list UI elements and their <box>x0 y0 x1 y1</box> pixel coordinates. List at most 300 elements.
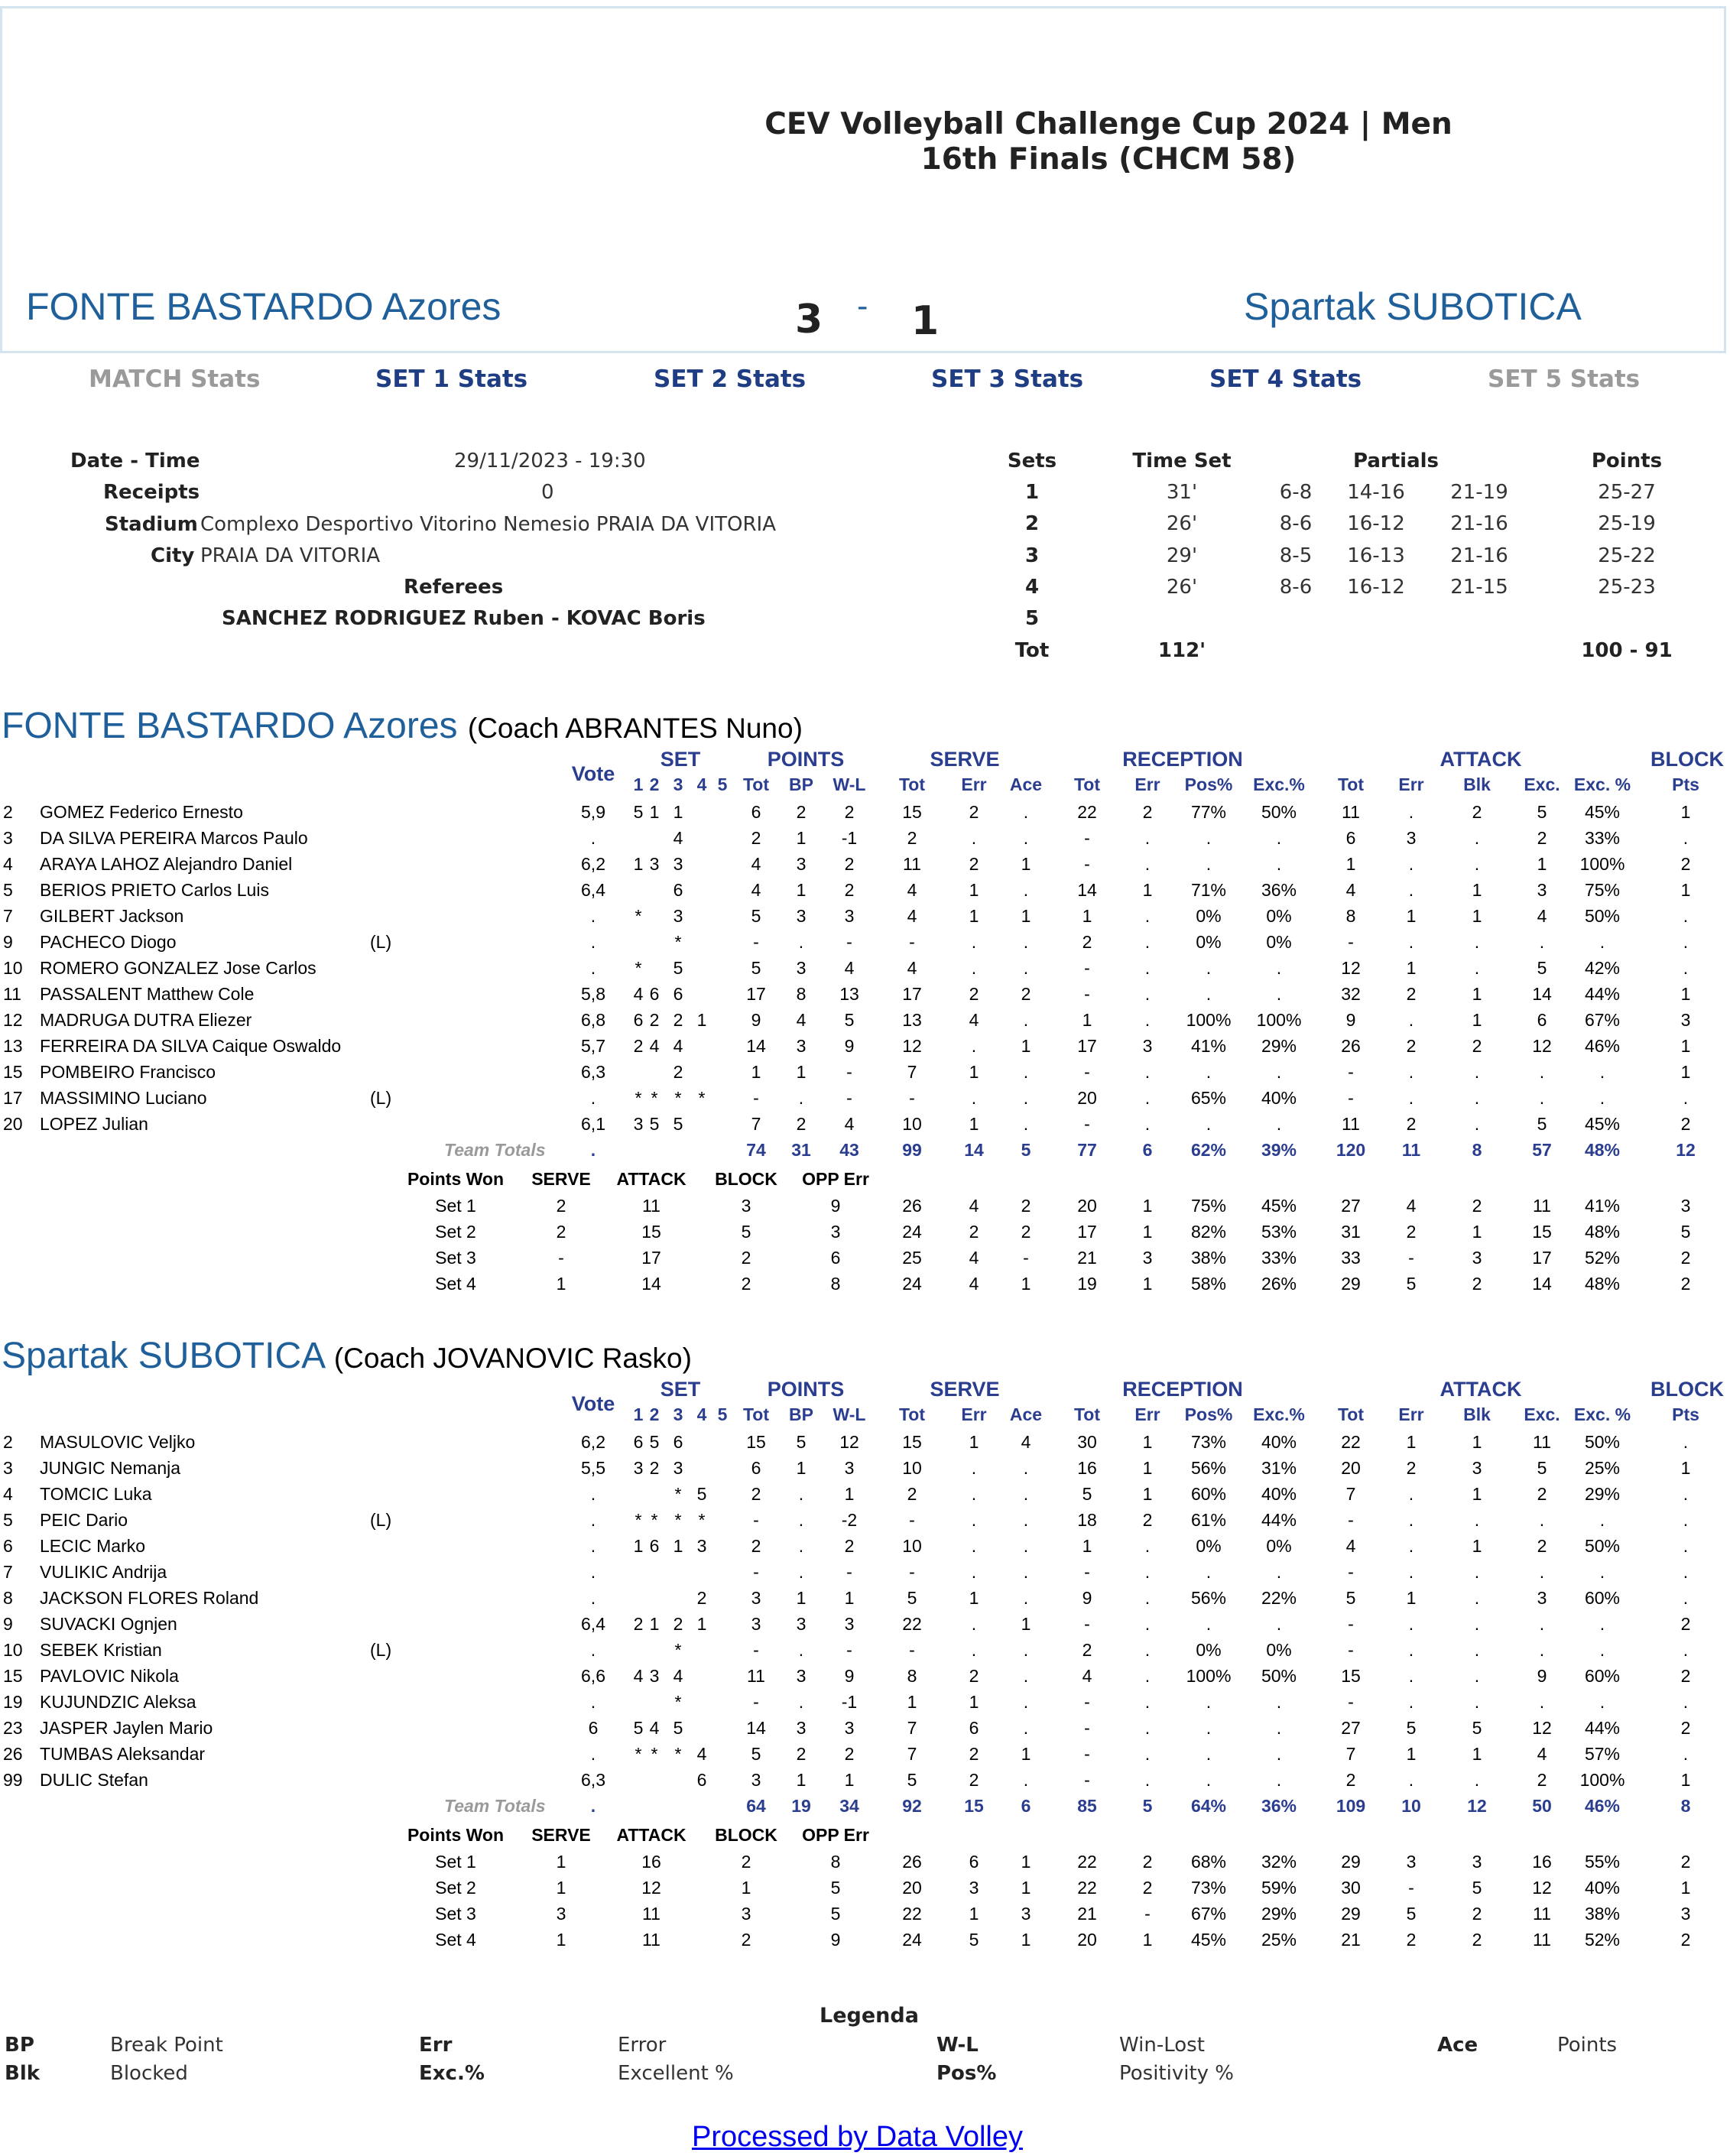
set-row-value: 21 <box>1077 1248 1097 1268</box>
player-stat: 5 <box>751 1744 761 1764</box>
team-totals-label: Team Totals <box>444 1140 546 1160</box>
legend-key: Ace <box>1437 2034 1478 2057</box>
player-stat: 2 <box>673 1614 683 1634</box>
set-row-value: 14 <box>1532 1274 1552 1294</box>
set-value: 8-5 <box>1279 544 1313 567</box>
player-stat: 4 <box>673 828 683 848</box>
set-row-value: 16 <box>1532 1852 1552 1872</box>
team-totals-value: 74 <box>746 1140 766 1160</box>
set-value: 21-16 <box>1450 512 1508 536</box>
player-stat: 1 <box>1472 1484 1482 1504</box>
tab-match-stats[interactable]: MATCH Stats <box>89 365 261 393</box>
player-vote: 6,4 <box>581 880 605 900</box>
player-stat: 29% <box>1261 1036 1297 1056</box>
player-stat: 3 <box>1537 880 1547 900</box>
player-stat: 2 <box>969 1744 979 1764</box>
player-vote: 6,2 <box>581 1432 605 1452</box>
team-totals-value: 34 <box>839 1796 859 1816</box>
player-stat: . <box>798 932 804 952</box>
tab-set-4-stats[interactable]: SET 4 Stats <box>1209 365 1362 393</box>
player-stat: . <box>1144 1536 1151 1556</box>
player-stat: - <box>753 932 759 952</box>
set-row-value: 24 <box>902 1930 922 1950</box>
libero-marker: (L) <box>370 1640 392 1660</box>
player-stat: 2 <box>907 1484 917 1504</box>
player-stat: 20 <box>1077 1088 1097 1108</box>
player-stat: 4 <box>844 1114 855 1134</box>
libero-marker: (L) <box>370 1510 392 1530</box>
player-stat: . <box>1539 932 1545 952</box>
team-totals-value: . <box>590 1796 596 1816</box>
player-stat: . <box>1474 1770 1480 1790</box>
column-header: Err <box>1398 1404 1424 1424</box>
tab-set-2-stats[interactable]: SET 2 Stats <box>654 365 807 393</box>
player-stat: . <box>971 1458 977 1478</box>
legend-key: Pos% <box>936 2062 997 2085</box>
player-stat: 1 <box>1406 958 1417 978</box>
player-stat: - <box>1084 1562 1090 1582</box>
player-stat: - <box>846 1562 852 1582</box>
player-stat: 77% <box>1190 802 1227 822</box>
column-header: 3 <box>673 1404 683 1424</box>
set-row-value: 4 <box>969 1274 979 1294</box>
sets-table-header: Partials <box>1353 450 1439 472</box>
player-stat: . <box>798 1484 804 1504</box>
set-row-value: 11 <box>642 1904 661 1924</box>
column-header: Exc.% <box>1253 1404 1305 1424</box>
city-value: PRAIA DA VITORIA <box>200 544 381 567</box>
player-stat: 17 <box>902 984 922 1004</box>
team-totals-value: 8 <box>1680 1796 1691 1816</box>
player-vote: 6,4 <box>581 1614 605 1634</box>
set-row-value: 73% <box>1190 1878 1227 1898</box>
player-stat: . <box>1474 854 1480 874</box>
player-stat: - <box>1348 1640 1354 1660</box>
player-stat: - <box>753 1640 759 1660</box>
player-stat: 1 <box>1680 880 1691 900</box>
player-stat: 4 <box>673 1036 683 1056</box>
player-stat: . <box>1023 1010 1029 1030</box>
set-row-value: 1 <box>1142 1930 1153 1950</box>
player-stat: . <box>1276 1718 1282 1738</box>
player-stat: 5 <box>751 906 761 926</box>
legend-description: Error <box>618 2034 667 2057</box>
player-stat: 1 <box>1537 854 1547 874</box>
player-stat: 16 <box>1077 1458 1097 1478</box>
player-stat: 8 <box>796 984 807 1004</box>
set-row-value: 9 <box>830 1930 841 1950</box>
player-name: PAVLOVIC Nikola <box>40 1666 179 1686</box>
receipts-label: Receipts <box>103 481 200 504</box>
player-stat: 11 <box>903 854 921 874</box>
player-stat: 4 <box>1537 906 1547 926</box>
player-number: 5 <box>3 1510 13 1530</box>
player-stat: 44% <box>1584 1718 1621 1738</box>
date-label: Date - Time <box>70 450 200 472</box>
column-header: Err <box>1398 774 1424 794</box>
set-row-value: 38% <box>1584 1904 1621 1924</box>
column-group-header: Vote <box>571 1392 615 1415</box>
player-stat: 50% <box>1261 1666 1297 1686</box>
player-stat: - <box>1084 958 1090 978</box>
player-stat: 10 <box>902 1114 922 1134</box>
set-row-value: 4 <box>969 1248 979 1268</box>
player-stat: . <box>798 1536 804 1556</box>
legend-description: Break Point <box>110 2034 223 2057</box>
player-stat: 3 <box>673 854 683 874</box>
player-number: 19 <box>3 1692 23 1712</box>
set-row-value: 2 <box>1680 1274 1691 1294</box>
player-stat: 1 <box>969 880 979 900</box>
player-stat: 4 <box>649 1036 660 1056</box>
referees-value: SANCHEZ RODRIGUEZ Ruben - KOVAC Boris <box>222 607 706 630</box>
coach-name: (Coach ABRANTES Nuno) <box>467 713 803 744</box>
date-value: 29/11/2023 - 19:30 <box>454 450 646 472</box>
player-stat: 2 <box>1537 828 1547 848</box>
player-stat: . <box>798 1640 804 1660</box>
column-group-header: POINTS <box>767 1378 845 1401</box>
player-stat: 56% <box>1190 1458 1227 1478</box>
player-stat: . <box>1474 1614 1480 1634</box>
player-stat: . <box>971 932 977 952</box>
player-number: 11 <box>3 984 21 1004</box>
player-stat: . <box>1539 1510 1545 1530</box>
set-value: 8-6 <box>1279 512 1313 536</box>
player-stat: . <box>1408 1510 1414 1530</box>
player-stat: . <box>1276 1062 1282 1082</box>
player-stat: 5 <box>1406 1718 1417 1738</box>
player-stat: 2 <box>1680 1114 1691 1134</box>
player-vote: . <box>590 932 596 952</box>
player-stat: . <box>1683 932 1689 952</box>
set-row-value: - <box>1144 1904 1151 1924</box>
player-stat: 1 <box>907 1692 917 1712</box>
player-stat: 2 <box>1406 1114 1417 1134</box>
player-stat: 2 <box>1680 854 1691 874</box>
player-stat: 44% <box>1584 984 1621 1004</box>
player-stat: 5 <box>649 1114 660 1134</box>
player-stat: 1 <box>1472 906 1482 926</box>
player-stat: . <box>1599 1088 1605 1108</box>
set-row-value: 59% <box>1261 1878 1297 1898</box>
player-stat: 6 <box>1537 1010 1547 1030</box>
points-won-header: BLOCK <box>715 1169 777 1189</box>
player-stat: 4 <box>1345 1536 1356 1556</box>
player-stat: 17 <box>1077 1036 1097 1056</box>
player-name: KUJUNDZIC Aleksa <box>40 1692 196 1712</box>
set-row-value: 19 <box>1077 1274 1097 1294</box>
column-header: Tot <box>1073 1404 1101 1424</box>
player-stat: 0% <box>1196 1640 1222 1660</box>
set-value: 21-15 <box>1450 575 1508 599</box>
city-label: City <box>151 544 195 567</box>
player-stat: . <box>1683 1088 1689 1108</box>
player-stat: . <box>1408 932 1414 952</box>
player-stat: 5 <box>751 958 761 978</box>
team-totals-value: 12 <box>1676 1140 1696 1160</box>
player-name: MASSIMINO Luciano <box>40 1088 207 1108</box>
player-stat: . <box>1683 828 1689 848</box>
player-stat: 25% <box>1584 1458 1621 1478</box>
player-stat: . <box>798 1692 804 1712</box>
set-row-label: Set 4 <box>435 1930 476 1950</box>
player-stat: . <box>1474 932 1480 952</box>
player-stat: 1 <box>1680 984 1691 1004</box>
player-stat: . <box>1599 1640 1605 1660</box>
player-stat: 4 <box>633 1666 644 1686</box>
player-stat: . <box>1276 1114 1282 1134</box>
player-stat: * <box>635 906 642 926</box>
column-header: Tot <box>1073 774 1101 794</box>
team-totals-value: 92 <box>902 1796 922 1816</box>
set-row-label: Set 2 <box>435 1222 476 1242</box>
player-stat: . <box>1408 1770 1414 1790</box>
set-row-value: 14 <box>641 1274 661 1294</box>
player-stat: . <box>1144 1744 1151 1764</box>
set-row-value: 5 <box>830 1904 841 1924</box>
player-stat: 46% <box>1584 1036 1621 1056</box>
player-stat: 33% <box>1584 828 1621 848</box>
player-stat: 6 <box>751 802 761 822</box>
player-stat: 6 <box>649 1536 660 1556</box>
player-stat: . <box>1144 1588 1151 1608</box>
set-row-value: 5 <box>741 1222 751 1242</box>
column-group-header: SET <box>660 748 701 771</box>
player-stat: 2 <box>1537 1484 1547 1504</box>
tab-set-3-stats[interactable]: SET 3 Stats <box>931 365 1084 393</box>
player-stat: . <box>1408 854 1414 874</box>
player-stat: - <box>753 1692 759 1712</box>
player-stat: * <box>698 1510 706 1530</box>
set-row-value: 1 <box>1021 1852 1031 1872</box>
set-value: 25-19 <box>1598 512 1656 536</box>
player-stat: 42% <box>1584 958 1621 978</box>
player-vote: . <box>590 1588 596 1608</box>
tab-set-5-stats[interactable]: SET 5 Stats <box>1488 365 1641 393</box>
player-stat: 71% <box>1190 880 1227 900</box>
player-stat: 2 <box>1680 1614 1691 1634</box>
player-stat: 3 <box>696 1536 707 1556</box>
player-stat: 3 <box>649 854 660 874</box>
player-name: SUVACKI Ognjen <box>40 1614 177 1634</box>
player-vote: 6,3 <box>581 1062 605 1082</box>
set-row-value: - <box>1408 1248 1414 1268</box>
team-totals-value: 5 <box>1021 1140 1031 1160</box>
player-stat: 5 <box>1472 1718 1482 1738</box>
player-number: 15 <box>3 1666 23 1686</box>
player-vote: . <box>590 1088 596 1108</box>
player-stat: 1 <box>796 1062 807 1082</box>
player-stat: 6 <box>673 1432 683 1452</box>
player-stat: - <box>1084 854 1090 874</box>
set-row-value: 2 <box>1472 1274 1482 1294</box>
column-header: Exc. <box>1524 1404 1560 1424</box>
player-stat: 40% <box>1261 1484 1297 1504</box>
set-row-value: 11 <box>1533 1196 1551 1216</box>
player-stat: 13 <box>839 984 859 1004</box>
set-row-value: 21 <box>1341 1930 1361 1950</box>
player-stat: . <box>1144 1718 1151 1738</box>
set-value: 16-13 <box>1347 544 1405 567</box>
player-stat: 0% <box>1266 906 1292 926</box>
player-stat: . <box>1276 1770 1282 1790</box>
player-stat: 3 <box>633 1114 644 1134</box>
player-stat: 31% <box>1261 1458 1297 1478</box>
player-stat: 1 <box>633 1536 644 1556</box>
set-row-value: 2 <box>969 1222 979 1242</box>
team-totals-value: 39% <box>1261 1140 1297 1160</box>
set-value: 21-16 <box>1450 544 1508 567</box>
set-row-value: 1 <box>1142 1222 1153 1242</box>
player-stat: 3 <box>751 1770 761 1790</box>
player-name: DULIC Stefan <box>40 1770 148 1790</box>
player-stat: 5 <box>907 1588 917 1608</box>
set-value: 21-19 <box>1450 481 1508 504</box>
set-row-value: 22 <box>1077 1852 1097 1872</box>
player-stat: 1 <box>673 1536 683 1556</box>
set-row-value: 75% <box>1190 1196 1227 1216</box>
player-stat: 5 <box>1537 802 1547 822</box>
player-stat: 1 <box>1472 1536 1482 1556</box>
player-number: 23 <box>3 1718 23 1738</box>
player-stat: . <box>1474 1510 1480 1530</box>
set-row-value: 40% <box>1584 1878 1621 1898</box>
set-value: 31' <box>1166 481 1198 504</box>
player-stat: . <box>1144 1088 1151 1108</box>
tab-set-1-stats[interactable]: SET 1 Stats <box>375 365 528 393</box>
column-header: Tot <box>898 1404 926 1424</box>
player-stat: . <box>971 1088 977 1108</box>
player-stat: 1 <box>969 1062 979 1082</box>
player-stat: . <box>1144 1114 1151 1134</box>
team-totals-value: 5 <box>1142 1796 1153 1816</box>
set-row-value: 25% <box>1261 1930 1297 1950</box>
player-stat: . <box>1408 1010 1414 1030</box>
set-row-value: 1 <box>556 1852 566 1872</box>
player-stat: * <box>674 1510 682 1530</box>
player-stat: 2 <box>1406 984 1417 1004</box>
competition-title: CEV Volleyball Challenge Cup 2024 | Men <box>764 107 1452 141</box>
set-row-label: Set 4 <box>435 1274 476 1294</box>
player-stat: 1 <box>844 1484 855 1504</box>
player-stat: . <box>1276 958 1282 978</box>
set-row-value: 29% <box>1261 1904 1297 1924</box>
team-totals-value: 11 <box>1401 1140 1421 1160</box>
player-stat: * <box>674 1088 682 1108</box>
column-group-header: BLOCK <box>1650 1378 1724 1401</box>
player-stat: 1 <box>1142 1484 1153 1504</box>
player-stat: 9 <box>844 1036 855 1056</box>
column-header: Err <box>961 774 987 794</box>
set-row-value: 2 <box>1406 1222 1417 1242</box>
player-vote: 5,5 <box>581 1458 605 1478</box>
player-stat: 50% <box>1584 1536 1621 1556</box>
player-stat: 4 <box>751 880 761 900</box>
player-number: 99 <box>3 1770 23 1790</box>
player-stat: . <box>1144 1640 1151 1660</box>
player-stat: 7 <box>907 1062 917 1082</box>
player-stat: 1 <box>1021 906 1031 926</box>
set-row-value: - <box>1408 1878 1414 1898</box>
player-stat: 1 <box>1472 1010 1482 1030</box>
player-vote: 6,6 <box>581 1666 605 1686</box>
points-won-header: SERVE <box>531 1825 591 1845</box>
player-stat: 14 <box>746 1036 766 1056</box>
player-stat: -2 <box>841 1510 858 1530</box>
points-won-header: ATTACK <box>616 1169 686 1189</box>
player-stat: . <box>1599 1062 1605 1082</box>
player-number: 17 <box>3 1088 23 1108</box>
set-row-value: 1 <box>556 1274 566 1294</box>
player-stat: . <box>798 1510 804 1530</box>
player-stat: 14 <box>746 1718 766 1738</box>
player-stat: . <box>1144 984 1151 1004</box>
player-stat: - <box>909 1510 915 1530</box>
player-stat: . <box>1144 1614 1151 1634</box>
set-row-value: 2 <box>1472 1904 1482 1924</box>
set-number: 2 <box>1024 512 1040 536</box>
player-stat: 13 <box>902 1010 922 1030</box>
player-stat: . <box>971 1036 977 1056</box>
player-stat: 1 <box>1680 1458 1691 1478</box>
player-number: 3 <box>3 828 13 848</box>
set-number: 5 <box>1024 607 1040 631</box>
player-stat: 2 <box>1082 1640 1092 1660</box>
player-stat: . <box>1144 828 1151 848</box>
player-stat: 3 <box>1142 1036 1153 1056</box>
player-stat: . <box>1276 1562 1282 1582</box>
player-stat: 8 <box>1345 906 1356 926</box>
player-vote: . <box>590 828 596 848</box>
player-stat: 44% <box>1261 1510 1297 1530</box>
set-row-value: 2 <box>1142 1878 1153 1898</box>
player-stat: - <box>1348 1510 1354 1530</box>
stadium-value: Complexo Desportivo Vitorino Nemesio PRAIA DA VITORIA <box>200 513 776 536</box>
column-header: 4 <box>696 774 707 794</box>
column-header: 3 <box>673 774 683 794</box>
player-stat: 1 <box>796 828 807 848</box>
player-stat: 40% <box>1261 1088 1297 1108</box>
column-header: Err <box>961 1404 987 1424</box>
player-stat: 0% <box>1266 932 1292 952</box>
player-stat: * <box>698 1088 706 1108</box>
team-totals-value: 85 <box>1077 1796 1097 1816</box>
column-group-header: BLOCK <box>1650 748 1724 771</box>
player-stat: 0% <box>1266 1640 1292 1660</box>
player-stat: . <box>1206 1614 1212 1634</box>
player-stat: . <box>1144 1770 1151 1790</box>
player-stat: 2 <box>844 880 855 900</box>
data-volley-link[interactable]: Processed by Data Volley <box>692 2121 1024 2153</box>
player-stat: . <box>971 1614 977 1634</box>
player-stat: - <box>1348 1088 1354 1108</box>
player-stat: - <box>753 1562 759 1582</box>
player-stat: . <box>1539 1062 1545 1082</box>
player-stat: 6 <box>673 880 683 900</box>
player-stat: 3 <box>633 1458 644 1478</box>
set-row-value: 3 <box>1472 1852 1482 1872</box>
column-header: Err <box>1134 1404 1160 1424</box>
player-stat: 3 <box>673 906 683 926</box>
set-row-value: 2 <box>1021 1222 1031 1242</box>
player-stat: 6 <box>673 984 683 1004</box>
column-header: 4 <box>696 1404 707 1424</box>
player-stat: - <box>1084 1614 1090 1634</box>
player-stat: . <box>1023 958 1029 978</box>
away-score: 1 <box>911 298 940 344</box>
team-title <box>2 1335 692 1377</box>
legend-description: Win-Lost <box>1119 2034 1205 2057</box>
